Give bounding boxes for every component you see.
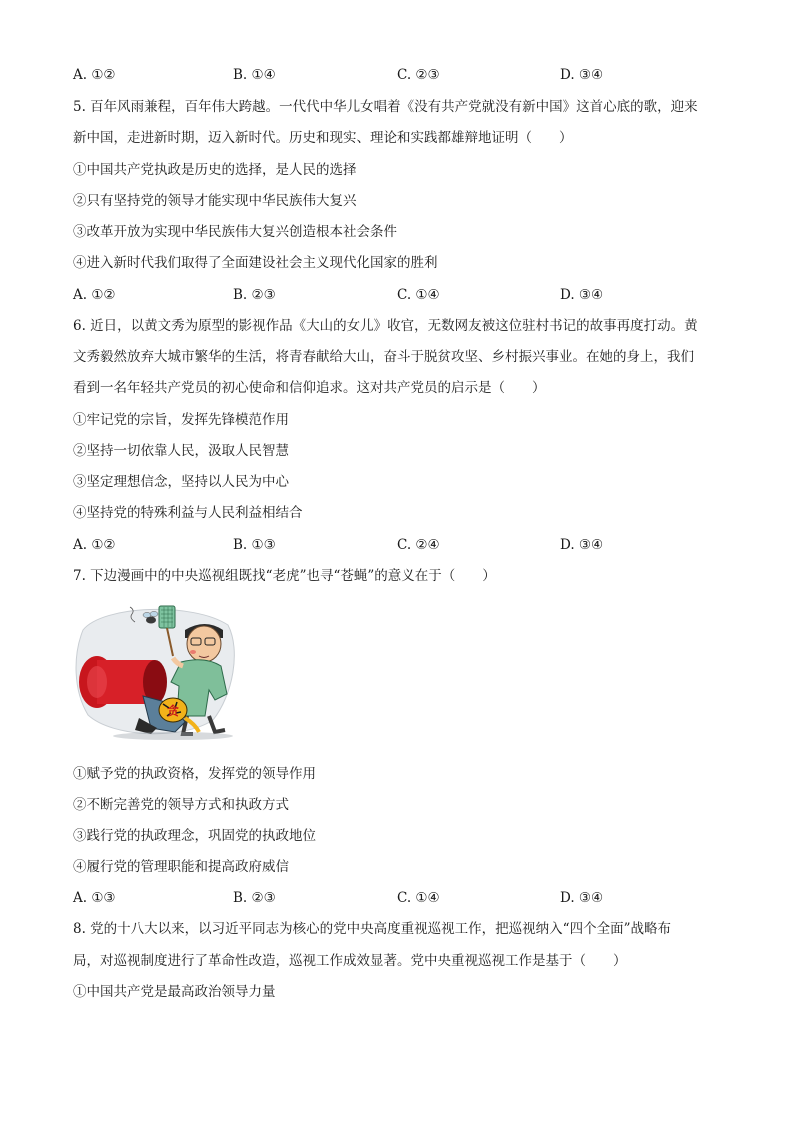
q5-item-4: ④进入新时代我们取得了全面建设社会主义现代化国家的胜利: [73, 255, 438, 271]
q7-stem: 7. 下边漫画中的中央巡视组既找“老虎”也寻“苍蝇”的意义在于（ ）: [73, 568, 496, 584]
option-b: B. ②③: [233, 287, 276, 303]
q6-stem-line-1: 6. 近日，以黄文秀为原型的影视作品《大山的女儿》收官，无数网友被这位驻村书记的故事再度打动。黄: [73, 318, 698, 334]
option-c: C. ①④: [397, 890, 440, 906]
option-a: A. ①②: [73, 537, 116, 553]
q6-item-1: ①牢记党的宗旨，发挥先锋模范作用: [73, 412, 289, 428]
q7-options: [73, 889, 733, 907]
option-a: A. ①③: [73, 890, 116, 906]
q5-options: [73, 286, 733, 304]
q6-stem-line-2: 文秀毅然放弃大城市繁华的生活，将青春献给大山，奋斗于脱贫攻坚、乡村振兴事业。在她的身上，我们: [73, 349, 694, 365]
q8-stem-line-2: 局，对巡视制度进行了革命性改造，巡视工作成效显著。党中央重视巡视工作是基于（ ）: [73, 953, 627, 969]
option-b: B. ②③: [233, 890, 276, 906]
option-a: A. ①②: [73, 287, 116, 303]
q7-item-3: ③践行党的执政理念，巩固党的执政地位: [73, 828, 316, 844]
option-a: A. ①②: [73, 67, 116, 83]
option-c: C. ②④: [397, 537, 440, 553]
q5-stem-line-1: 5. 百年风雨兼程，百年伟大跨越。一代代中华儿女唱着《没有共产党就没有新中国》这首心底的歌，迎来: [73, 99, 698, 115]
option-d: D. ③④: [560, 67, 604, 83]
q7-item-4: ④履行党的管理职能和提高政府威信: [73, 859, 289, 875]
q6-stem-line-3: 看到一名年轻共产党员的初心使命和信仰追求。这对共产党员的启示是（ ）: [73, 380, 546, 396]
q6-item-3: ③坚定理想信念，坚持以人民为中心: [73, 474, 289, 490]
option-b: B. ①④: [233, 67, 276, 83]
q5-stem-line-2: 新中国，走进新时期，迈入新时代。历史和现实、理论和实践都雄辩地证明（ ）: [73, 130, 573, 146]
anti-corruption-cartoon: [73, 600, 241, 742]
q7-item-1: ①赋予党的执政资格，发挥党的领导作用: [73, 766, 316, 782]
q6-item-4: ④坚持党的特殊利益与人民利益相结合: [73, 505, 303, 521]
q8-stem-line-1: 8. 党的十八大以来，以习近平同志为核心的党中央高度重视巡视工作，把巡视纳入“四个全面”战略布: [73, 921, 671, 937]
q5-item-3: ③改革开放为实现中华民族伟大复兴创造根本社会条件: [73, 224, 397, 240]
option-d: D. ③④: [560, 537, 604, 553]
q6-options: [73, 536, 733, 554]
q6-item-2: ②坚持一切依靠人民，汲取人民智慧: [73, 443, 289, 459]
greed-label: 贪: [166, 704, 180, 718]
option-c: C. ①④: [397, 287, 440, 303]
q8-item-1: ①中国共产党是最高政治领导力量: [73, 984, 276, 1000]
option-d: D. ③④: [560, 287, 604, 303]
option-c: C. ②③: [397, 67, 440, 83]
option-b: B. ①③: [233, 537, 276, 553]
q7-item-2: ②不断完善党的领导方式和执政方式: [73, 797, 289, 813]
option-d: D. ③④: [560, 890, 604, 906]
prev-question-options: [73, 66, 733, 84]
q5-item-2: ②只有坚持党的领导才能实现中华民族伟大复兴: [73, 193, 357, 209]
q5-item-1: ①中国共产党执政是历史的选择，是人民的选择: [73, 162, 357, 178]
